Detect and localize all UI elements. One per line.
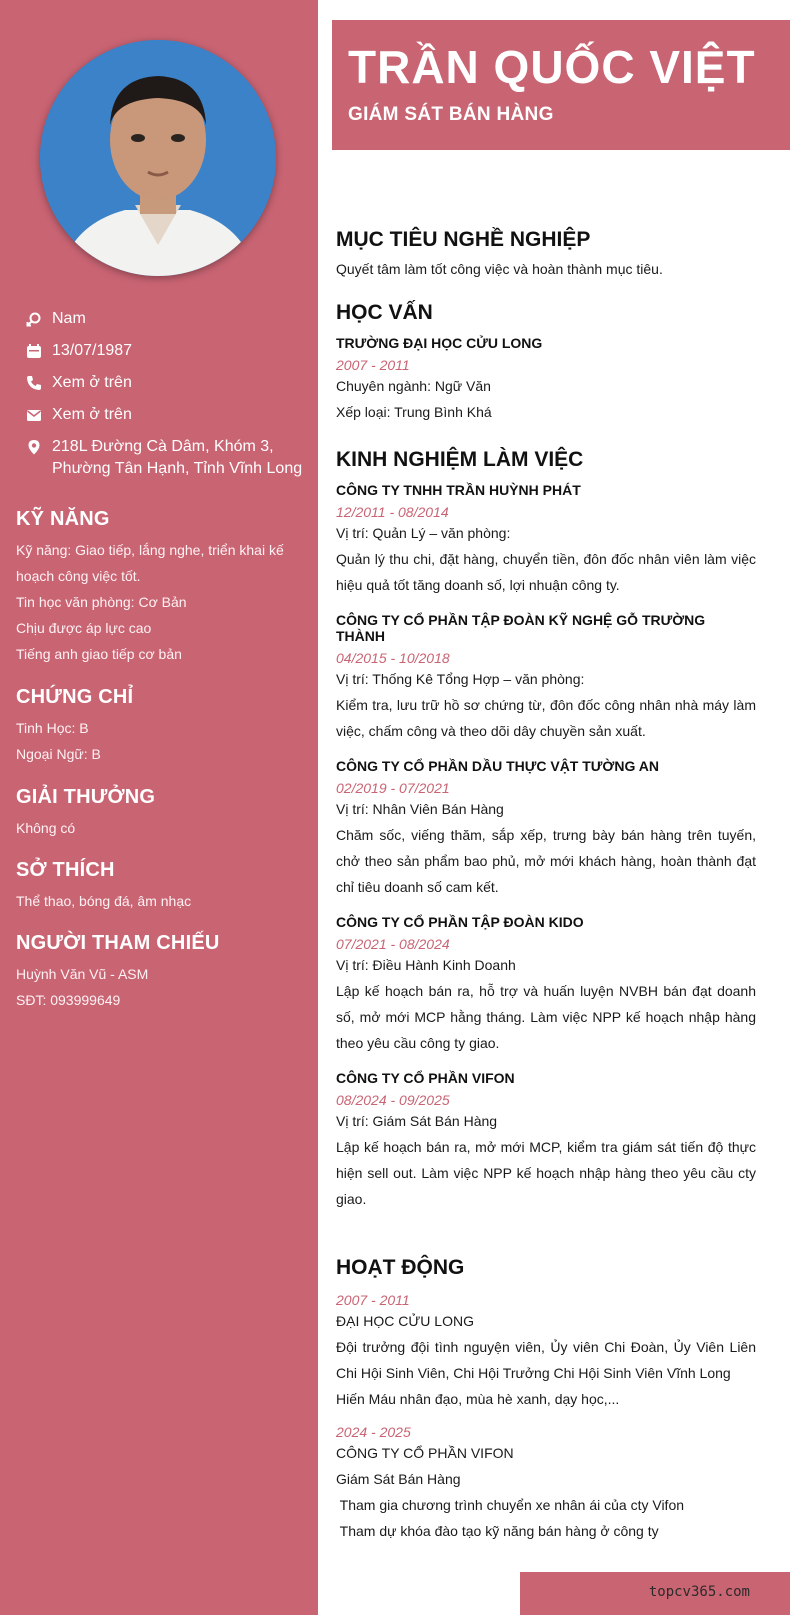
- job-entry: [336, 1070, 756, 1212]
- job-company: CÔNG TY CỔ PHẦN VIFON: [336, 1070, 515, 1086]
- envelope-icon: [26, 407, 42, 423]
- job-date: 04/2015 - 10/2018: [336, 650, 450, 666]
- objective-text: Quyết tâm làm tốt công việc và hoàn thành mục tiêu.: [336, 261, 663, 277]
- education-date: 2007 - 2011: [336, 357, 410, 373]
- references-section: [16, 932, 306, 1013]
- job-date: 02/2019 - 07/2021: [336, 780, 450, 796]
- objective-title: MỤC TIÊU NGHỀ NGHIỆP: [336, 228, 591, 251]
- job-company: CÔNG TY CỔ PHẦN TẬP ĐOÀN KIDO: [336, 914, 584, 930]
- contact-phone: [26, 372, 311, 394]
- candidate-name: TRẦN QUỐC VIỆT: [348, 41, 756, 93]
- activity-org: CÔNG TY CỔ PHẦN VIFON: [336, 1445, 514, 1461]
- reference-item: Huỳnh Văn Vũ - ASM: [16, 966, 149, 982]
- certificate-item: Tinh Học: B: [16, 720, 89, 736]
- job-entry: [336, 482, 756, 598]
- job-entry: [336, 758, 756, 900]
- calendar-icon: [26, 343, 42, 359]
- job-description: Chăm sốc, viếng thăm, sắp xếp, trưng bày bán hàng trên tuyến, chở theo sản phẩm bao phủ, mở mới khách hàng, hoàn thành đạt chỉ tiêu doanh số cam kết.: [336, 827, 756, 895]
- activity-entry: [336, 1292, 756, 1412]
- experience-section: [336, 448, 756, 1212]
- email-text: Xem ở trên: [52, 406, 132, 423]
- contact-address: [26, 436, 311, 480]
- skill-item: Tiếng anh giao tiếp cơ bản: [16, 646, 182, 662]
- objective-section: [336, 228, 756, 282]
- job-date: 07/2021 - 08/2024: [336, 936, 450, 952]
- job-position: Vị trí: Điều Hành Kinh Doanh: [336, 957, 516, 973]
- activity-line: Hiến Máu nhân đạo, mùa hè xanh, dạy học,...: [336, 1391, 620, 1407]
- activity-date: 2007 - 2011: [336, 1292, 410, 1308]
- job-description: Lập kế hoạch bán ra, hỗ trợ và huấn luyện NVBH bán đạt doanh số, mở mới MCP hằng tháng. Làm việc NPP kế hoạch nhập hàng theo yêu cầu công ty giao.: [336, 983, 756, 1051]
- job-company: CÔNG TY CỔ PHẦN TẬP ĐOÀN KỸ NGHỆ GỖ TRƯỜNG THÀNH: [336, 612, 706, 644]
- skill-item: Tin học văn phòng: Cơ Bản: [16, 594, 187, 610]
- education-major: Chuyên ngành: Ngữ Văn: [336, 378, 491, 394]
- job-position: Vị trí: Quản Lý – văn phòng:: [336, 525, 511, 541]
- references-title: NGƯỜI THAM CHIẾU: [16, 932, 220, 954]
- education-title: HỌC VẤN: [336, 301, 433, 324]
- job-entry: [336, 914, 756, 1056]
- job-position: Vị trí: Giám Sát Bán Hàng: [336, 1113, 498, 1129]
- hobby-item: Thể thao, bóng đá, âm nhạc: [16, 893, 192, 909]
- certificates-title: CHỨNG CHỈ: [16, 686, 134, 708]
- activity-org: ĐẠI HỌC CỬU LONG: [336, 1313, 474, 1329]
- activity-date: 2024 - 2025: [336, 1424, 411, 1440]
- skills-title: KỸ NĂNG: [16, 508, 110, 530]
- job-entry: [336, 612, 756, 744]
- activity-line: Đội trưởng đội tình nguyện viên, Ủy viên Chi Đoàn, Ủy Viên Liên Chi Hội Sinh Viên, Chi Hội Trưởng Chi Hội Sinh Viên Vĩnh Long: [336, 1339, 756, 1381]
- school-name: TRƯỜNG ĐẠI HỌC CỬU LONG: [336, 335, 543, 351]
- birthday-text: 13/07/1987: [52, 342, 133, 359]
- job-position: Vị trí: Nhân Viên Bán Hàng: [336, 801, 504, 817]
- sidebar: [0, 0, 318, 1615]
- phone-text: Xem ở trên: [52, 374, 132, 391]
- education-section: [336, 301, 756, 425]
- job-company: CÔNG TY CỔ PHẦN DẦU THỰC VẬT TƯỜNG AN: [336, 758, 659, 774]
- contact-email: [26, 404, 311, 426]
- activities-title: HOẠT ĐỘNG: [336, 1256, 465, 1279]
- activity-line: Giám Sát Bán Hàng: [336, 1471, 461, 1487]
- address-text: 218L Đường Cà Dâm, Khóm 3, Phường Tân Hạnh, Tỉnh Vĩnh Long: [52, 438, 303, 477]
- profile-photo: [40, 40, 276, 276]
- candidate-role: GIÁM SÁT BÁN HÀNG: [348, 104, 554, 125]
- skill-item: Chịu được áp lực cao: [16, 620, 152, 636]
- hobbies-title: SỞ THÍCH: [16, 859, 115, 881]
- activity-line: Tham gia chương trình chuyển xe nhân ái của cty Vifon: [336, 1497, 685, 1513]
- activities-section: [336, 1256, 756, 1544]
- awards-section: [16, 786, 306, 841]
- contact-gender: [26, 308, 311, 330]
- reference-item: SĐT: 093999649: [16, 992, 121, 1008]
- gender-icon: [26, 311, 42, 327]
- contact-info: [26, 308, 311, 490]
- certificate-item: Ngoại Ngữ: B: [16, 746, 101, 762]
- hobbies-section: [16, 859, 306, 914]
- skill-item: Kỹ năng: Giao tiếp, lắng nghe, triển khai kế hoạch công việc tốt.: [16, 542, 284, 584]
- footer-bar: [520, 1572, 790, 1615]
- skills-section: [16, 508, 306, 667]
- job-date: 12/2011 - 08/2014: [336, 504, 449, 520]
- profile-photo-illustration: [40, 40, 276, 276]
- job-company: CÔNG TY TNHH TRẦN HUỲNH PHÁT: [336, 482, 581, 498]
- job-position: Vị trí: Thống Kê Tổng Hợp – văn phòng:: [336, 671, 585, 687]
- education-grade: Xếp loại: Trung Bình Khá: [336, 404, 492, 420]
- job-description: Lập kế hoạch bán ra, mở mới MCP, kiểm tra giám sát tiến độ thực hiện sell out. Làm việc NPP kế hoạch nhập hàng theo yêu cầu cty giao.: [336, 1139, 756, 1207]
- activity-entry: [336, 1424, 756, 1544]
- location-pin-icon: [26, 439, 42, 455]
- gender-text: Nam: [52, 310, 86, 327]
- experience-title: KINH NGHIỆM LÀM VIỆC: [336, 448, 584, 471]
- awards-title: GIẢI THƯỞNG: [16, 786, 156, 808]
- certificates-section: [16, 686, 306, 767]
- contact-birthday: [26, 340, 311, 362]
- award-item: Không có: [16, 820, 76, 836]
- header-banner: [332, 20, 790, 150]
- job-date: 08/2024 - 09/2025: [336, 1092, 450, 1108]
- job-description: Kiểm tra, lưu trữ hồ sơ chứng từ, đôn đốc công nhân nhà máy làm việc, chấm công và theo dõi dây chuyền sản xuất.: [336, 697, 756, 739]
- activity-line: Tham dự khóa đào tạo kỹ năng bán hàng ở công ty: [336, 1523, 659, 1539]
- phone-icon: [26, 375, 42, 391]
- watermark-text: topcv365.com: [648, 1584, 750, 1600]
- job-description: Quản lý thu chi, đặt hàng, chuyển tiền, đôn đốc nhân viên làm việc hiệu quả tốt tăng doanh số, lợi nhuận công ty.: [336, 551, 756, 593]
